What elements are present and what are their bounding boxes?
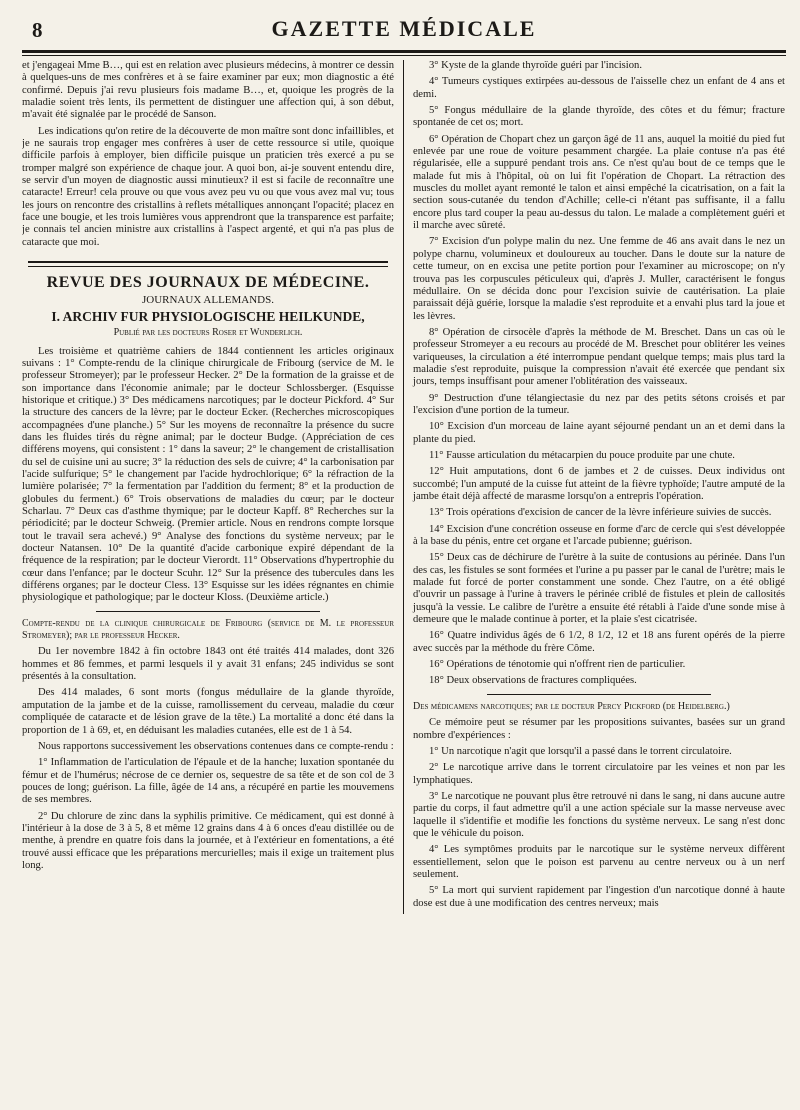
paragraph: 18° Deux observations de fractures compliquées.: [429, 675, 637, 687]
section-rule-thin: [28, 266, 388, 267]
journal-title: GAZETTE MÉDICALE: [271, 16, 537, 41]
paragraph: 13° Trois opérations d'excision de cancer de la lèvre inférieure suivies de succès.: [429, 507, 772, 519]
paragraph: et j'engageai Mme B…, qui est en relation avec plusieurs médecins, à montrer ce dessin à quelques-uns de mes confrères et à se faire examiner par eux; mon diagnostic a été confirmé. Depuis j'ai revu plusieurs fois madame B…, et, quoique les progrès de la maladie soient très lents, ils permettent de distinguer une affection qui, à son début, m'avait été signalée par le procédé de Sanson.: [22, 60, 394, 121]
header-rule: [22, 50, 786, 56]
left-column: [22, 60, 403, 914]
paragraph: 7° Excision d'un polype malin du nez. Une femme de 46 ans avait dans le nez un polype charnu, volumineux et douloureux au toucher. Dans le doute sur la nature de cette tumeur, on en excisa une petite portion pour l'examiner au microscope; on n'y trouva pas les corpuscules péticuleux qui, d'après J. Muller, caractérisent le fongus médullaire. On se décida donc pour l'excision suivie de cautérisation. La plaie paraissait déjà guérie, lorsque la maladie s'est reproduite et a envahi plus tard la joue et les lèvres.: [413, 236, 785, 322]
right-column: [404, 60, 785, 914]
section-title: REVUE DES JOURNAUX DE MÉDECINE.: [46, 274, 370, 292]
paragraph: 4° Tumeurs cystiques extirpées au-dessous de l'aisselle chez un enfant de 4 ans et demi.: [413, 76, 785, 100]
divider: [96, 611, 319, 612]
paragraph: 2° Du chlorure de zinc dans la syphilis primitive. Ce médicament, qui est donné à l'intérieur à la dose de 3 à 5, 8 et même 12 grains dans 4 à 6 onces d'eau distillée ou de menthe, à prendre en quatre fois dans la journée, et à l'extérieur en fomentations, a été trouvé aussi efficace que les préparations mercurielles; mais il exige un traitement plus long.: [22, 810, 394, 871]
paragraph: 3° Le narcotique ne pouvant plus être retrouvé ni dans le sang, ni dans aucune autre partie du corps, il faut admettre qu'il a une action spéciale sur la masse nerveuse avec laquelle il s'identifie et modifie les fonctions du système nerveux. Le sang n'est donc que le véhicule du poison.: [413, 790, 785, 839]
paragraph: Des 414 malades, 6 sont morts (fongus médullaire de la glande thyroïde, amputation de la jambe et de la cuisse, ramollissement du cerveau, maladie du cœur compliquée de cataracte et de lésion grave de la tête.) La mortalité a donc été dans la proportion de 1 à 69, et, en déduisant les maladies cutanées, elle est de 1 à 54.: [22, 687, 394, 736]
paragraph: 9° Destruction d'une télangiectasie du nez par des petits sétons croisés et par l'excision d'une portion de la tumeur.: [413, 392, 785, 416]
article-heading: Compte-rendu de la clinique chirurgicale de Fribourg (service de M. le professeur Stromeyer); par le professeur Hecker.: [22, 617, 394, 642]
paragraph: 14° Excision d'une concrétion osseuse en forme d'arc de cercle qui s'est développée à la base du pénis, entre cet organe et l'arcade pubienne; guérison.: [413, 523, 785, 548]
paragraph: 10° Excision d'un morceau de laine ayant séjourné pendant un an et demi dans la plante du pied.: [413, 421, 785, 445]
paragraph: 3° Kyste de la glande thyroïde guéri par l'incision.: [429, 60, 642, 71]
article-heading: Des médicamens narcotiques; par le docteur Percy Pickford (de Heidelberg.): [413, 700, 730, 712]
paragraph: 1° Un narcotique n'agit que lorsqu'il a passé dans le torrent circulatoire.: [429, 745, 732, 757]
divider: [487, 694, 710, 695]
paragraph: Les indications qu'on retire de la découverte de mon maître sont donc infaillibles, et je ne saurais trop engager mes confrères à user de cette ressource si utile, quoique difficile parfois à employer, bien difficile puisque un praticien très exercé a pu se tromper malgré son expérience de chaque jour. A quoi bon, ai-je souvent entendu dire, se servir d'un moyen de diagnostic aussi minutieux? il est si facile de reconnaître une cataracte! Erreur! cela prouve ou que vous avez peu vu ou que vous avez mal vu; tous les jours on rencontre des cristallins à reflets métalliques annonçant l'opacité; placez en face une bougie, et les trois lumières vous apprendront que la transparence est parfaite; je connais tel ancien ministre aux cristallins à l'aspect argenté, et qui n'a pas plus de cataracte que moi.: [22, 125, 394, 248]
paragraph: Du 1er novembre 1842 à fin octobre 1843 ont été traités 414 malades, dont 326 hommes et 86 femmes, et parmi lesquels il y avait 31 enfans; 245 individus se sont présentés à la consultation.: [22, 646, 394, 683]
section-rule: [28, 261, 388, 263]
paragraph: 6° Opération de Chopart chez un garçon âgé de 11 ans, auquel la moitié du pied fut enlevée par une roue de voiture pesamment chargée. La plaie contuse n'a pas été régularisée, elle a suppuré pendant trois ans. Ce n'est qu'au bout de ce temps que le malade fut mis à l'hôpital, où on lui fit l'opération de Chopart. La rétraction des muscles du mollet ayant remonté le talon et ainsi empêché la cicatrisation, on a fait la section sous-cutanée du tendon d'Achille; celle-ci n'étant pas suffisante, il a fallu encore plus tard couper la peau au-dessus du talon. Le malade a complètement guéri et il marche avec sûreté.: [413, 133, 785, 232]
paragraph: 12° Huit amputations, dont 6 de jambes et 2 de cuisses. Deux individus ont succombé; l'un amputé de la cuisse fut atteint de la fièvre typhoïde; l'autre amputé de la jambe était déjà affecté de marasme lorsqu'on a entrepris l'opération.: [413, 466, 785, 502]
paragraph: 16° Quatre individus âgés de 6 1/2, 8 1/2, 12 et 18 ans furent opérés de la pierre avec succès par la méthode du frère Côme.: [413, 630, 785, 654]
paragraph: 4° Les symptômes produits par le narcotique sur le système nerveux diffèrent essentiellement, selon que le poison est parvenu au centre nerveux ou à un nerf seulement.: [413, 844, 785, 880]
paragraph: 8° Opération de cirsocèle d'après la méthode de M. Breschet. Dans un cas où le professeur Stromeyer a eu recours au procédé de M. Breschet pour oblitérer les veines variqueuses, la circulation a été interrompue pendant quelque temps; mais plus tard la maladie s'est reproduite, puisque la compression n'avait été exercée que pendant six jours, temps insuffisant pour amener l'oblitération des vaisseaux.: [413, 326, 785, 388]
paragraph: Les troisième et quatrième cahiers de 1844 contiennent les articles originaux suivans : 1° Compte-rendu de la clinique chirurgicale de Fribourg (service de M. le professeur Stromeyer); par le professeur Hecker. 2° De la formation de la graisse et de son importance dans l'économie animale; par le docteur Schlossberger. (Esquisse historique et critique.) 3° Des médicamens narcotiques; par le docteur Pickford. 4° Sur la structure des cancers de la lèvre; par le docteur Ecker. (Recherches microscopiques accompagnées d'une planche.) 5° Sur les moyens de reconnaître la présence du sucre dans les fluides tirés du règne animal; par le docteur Budge. (Appréciation de ces différens moyens, qui consistent : 1° dans la saveur; 2° le changement de cristallisation du sel de cuisine uni au sucre; 3° la réduction des sels de cuivre; 4° la carbonisation par l'acide sulfurique; 5° le changement par l'acide hydrochlorique; 6° la réfraction de la lumière polarisée; 7° la fermentation par l'addition du ferment; 8° et la production de globules du ferment.) 6° Trois observations de maladies du cœur; par le docteur Scharlau. 7° Deux cas d'asthme thymique; par le docteur Kapff. 8° Recherches sur la périodicité; par le docteur Schweig. (Premier article. Nous en rendrons compte lorsque tout le travail sera achevé.) 9° Analyse des fonctions du système nerveux; par le docteur Natansen. 10° De la quantité d'acide carbonique expiré dépendant de la fréquence de la respiration; par le docteur Vierordt. 11° Observations d'hypertrophie du cœur dans l'enfance; par le docteur Scuhr. 12° Sur la présence des tubercules dans les différens organes; par le docteur Cless. 13° Esquisse sur les idées régnantes en chimie physiologique et pathologique; par le docteur Kloss. (Deuxième article.): [22, 345, 394, 604]
paragraph: 5° Fongus médullaire de la glande thyroïde, des côtes et du fémur; fracture spontanée de cet os; mort.: [413, 105, 785, 129]
paragraph: 16° Opérations de ténotomie qui n'offrent rien de particulier.: [429, 659, 686, 671]
paragraph: 15° Deux cas de déchirure de l'urètre à la suite de contusions au périnée. Dans l'un des cas, les fistules se sont formées et l'urine a pu passer par le canal de l'urètre; mais le malade fut forcé de porter constamment une sonde. Chez l'autre, on a été obligé d'ouvrir un passage à l'urine à travers le périnée criblé de fistules et plein de callosités jusqu'à la vessie. Le calibre de l'urètre a ensuite été rétabli à l'aide d'une sonde mise à demeure que le malade continue à porter, et la plaie s'est cicatrisée.: [413, 552, 785, 626]
paragraph: 11° Fausse articulation du métacarpien du pouce produite par une chute.: [429, 449, 735, 461]
journal-heading: I. ARCHIV FUR PHYSIOLOGISCHE HEILKUNDE,: [51, 308, 365, 324]
two-column-body: [22, 60, 786, 914]
paragraph: 5° La mort qui survient rapidement par l'ingestion d'un narcotique donné à haute dose est due à une modification des centres nerveux; mais: [413, 885, 785, 909]
paragraph: Ce mémoire peut se résumer par les propositions suivantes, basées sur un grand nombre d'expériences :: [413, 717, 785, 741]
page-header: [22, 14, 786, 44]
paragraph: 1° Inflammation de l'articulation de l'épaule et de la hanche; luxation spontanée du fémur et de l'humérus; nécrose de ce dernier os, sequestre de sa tête et de son col de 3 pouces de long; guérison. La fille, âgée de 14 ans, a récupéré en partie les mouvemens de ses membres.: [22, 757, 394, 806]
journal-editors: Publié par les docteurs Roser et Wunderlich.: [113, 327, 303, 339]
page-number: 8: [32, 18, 43, 42]
section-subtitle: JOURNAUX ALLEMANDS.: [141, 293, 274, 306]
paragraph: 2° Le narcotique arrive dans le torrent circulatoire par les veines et non par les lymphatiques.: [413, 762, 785, 786]
paragraph: Nous rapportons successivement les observations contenues dans ce compte-rendu :: [38, 740, 394, 752]
